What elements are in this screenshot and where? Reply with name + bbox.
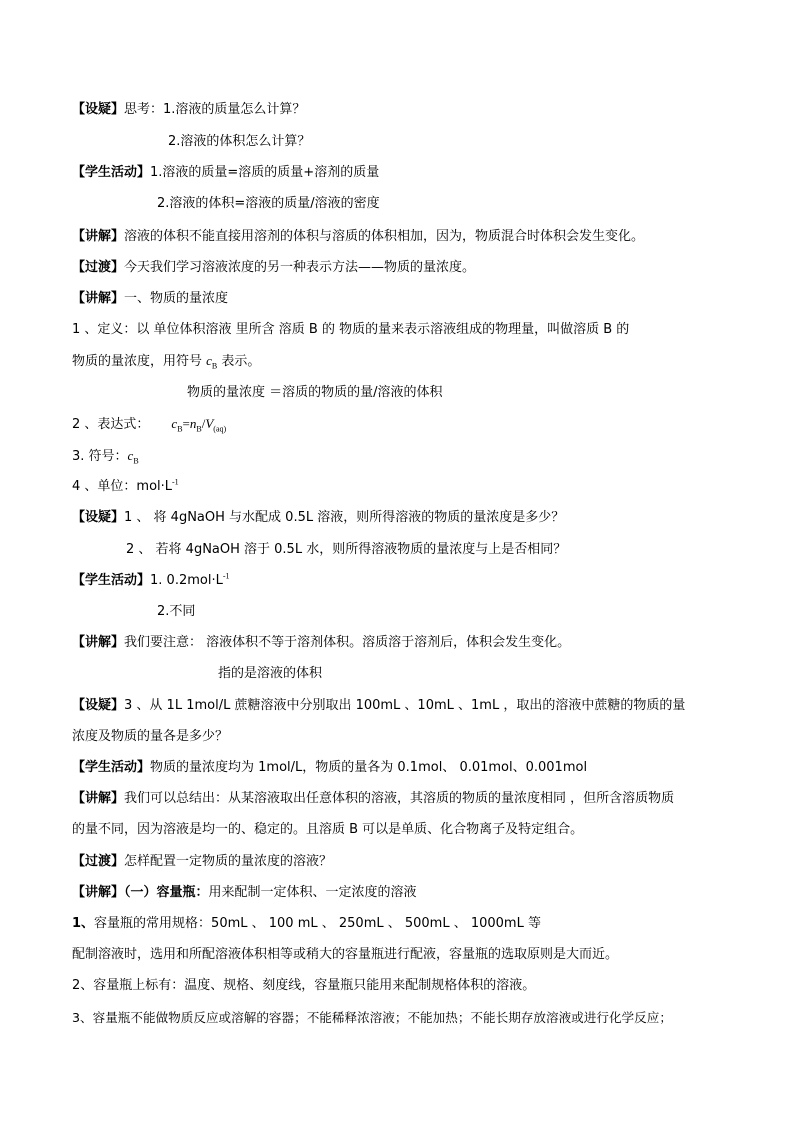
- line-text: 指的是溶液的体积: [218, 666, 323, 681]
- student-activity-line: [72, 163, 754, 183]
- definition-line: [72, 351, 754, 372]
- line-text: 物质的量浓度，用符号: [72, 354, 207, 369]
- explanation-line: [72, 633, 754, 653]
- line-text: 4 、单位：mol·L: [72, 479, 173, 494]
- symbol-c: c: [206, 353, 212, 368]
- symbol-n: n: [189, 416, 197, 431]
- section-tag: 【讲解】: [72, 791, 125, 806]
- line-text: 配制溶液时，选用和所配溶液体积相等或稍大的容量瓶进行配液，容量瓶的选取原则是大而近。: [72, 947, 619, 962]
- line-text: 怎样配置一定物质的量浓度的溶液？: [124, 854, 333, 869]
- line-text: 容量瓶的常用规格：50mL 、 100 mL 、 250mL 、 500mL 、 1000mL 等: [94, 916, 541, 931]
- student-activity-line: [72, 571, 754, 591]
- line-text: 1 、 将 4gNaOH 与水配成 0.5L 溶液，则所得溶液的物质的量浓度是多少？: [124, 510, 565, 525]
- explanation-line: [72, 883, 754, 903]
- line-text: 用来配制一定体积、一定浓度的溶液: [208, 885, 417, 900]
- section-tag: 【讲解】: [72, 229, 125, 244]
- line-text: 的量不同，因为溶液是均一的、稳定的。且溶质 B 可以是单质、化合物离子及特定组合。: [72, 822, 584, 837]
- line-text: 1 、定义：以 单位体积溶液 里所含 溶质 B 的 物质的量来表示溶液组成的物理量，叫做溶质 B 的: [72, 322, 630, 337]
- symbol-c: c: [127, 448, 134, 463]
- slash: /: [201, 416, 206, 431]
- line-text: 一、物质的量浓度: [124, 291, 229, 306]
- section-tag: 【设疑】: [72, 102, 125, 117]
- line-text: 物质的量浓度 ＝溶质的物质的量/溶液的体积: [187, 385, 443, 400]
- line-text: 2 、 若将 4gNaOH 溶于 0.5L 水，则所得溶液物质的量浓度与上是否相同？: [126, 542, 567, 557]
- symbol-subscript: B: [211, 361, 218, 371]
- section-tag: 【讲解】: [72, 291, 125, 306]
- line-text: 浓度及物质的量各是多少？: [72, 729, 229, 744]
- explanation-line: [72, 820, 754, 840]
- section-tag: 【讲解】: [72, 885, 125, 900]
- question-line: [72, 727, 754, 747]
- list-item: [72, 976, 754, 996]
- formula-line: [187, 383, 754, 403]
- line-text: 物质的量浓度均为 1mol/L，物质的量各为 0.1mol、 0.01mol、0.001mol: [150, 760, 588, 775]
- section-tag: 【学生活动】: [72, 573, 151, 588]
- question-line: [126, 540, 754, 560]
- explanation-line: [72, 227, 754, 247]
- line-text: 表示。: [217, 354, 261, 369]
- line-text: 1.溶液的质量=溶质的质量+溶剂的质量: [150, 165, 380, 180]
- line-text: 3 、从 1L 1mol/L 蔗糖溶液中分别取出 100mL 、10mL 、1mL ，取出的溶液中蔗糖的物质的量: [124, 698, 686, 713]
- section-tag: 【讲解】: [72, 635, 125, 650]
- line-text: 1. 0.2mol·L: [150, 573, 223, 588]
- student-activity-line: [72, 758, 754, 778]
- symbol-subscript: B: [196, 424, 202, 434]
- section-tag: 【过渡】: [72, 260, 125, 275]
- line-text: 思考：1.溶液的质量怎么计算？: [124, 102, 306, 117]
- section-tag: 【设疑】: [72, 510, 125, 525]
- expression-line: [72, 414, 754, 435]
- question-line: [168, 132, 754, 152]
- transition-line: [72, 852, 754, 872]
- superscript: -1: [172, 477, 179, 487]
- symbol-v: V: [205, 416, 214, 431]
- explanation-line: [72, 289, 754, 309]
- line-text: 我们要注意： 溶液体积不等于溶剂体积。溶质溶于溶剂后，体积会发生变化。: [124, 635, 571, 650]
- symbol-subscript: B: [177, 424, 183, 434]
- question-line: [72, 100, 754, 120]
- line-text: 今天我们学习溶液浓度的另一种表示方法——物质的量浓度。: [124, 260, 476, 275]
- subsection-heading: （一）容量瓶：: [124, 885, 209, 900]
- section-tag: 【学生活动】: [72, 760, 151, 775]
- list-item: [72, 1008, 754, 1028]
- symbol-subscript: (aq): [213, 424, 227, 434]
- section-tag: 【过渡】: [72, 854, 125, 869]
- list-number: 1、: [72, 916, 95, 931]
- list-item: [72, 914, 754, 934]
- line-text: 我们可以总结出：从某溶液取出任意体积的溶液，其溶质的物质的量浓度相同 ，但所含溶质物质: [124, 791, 675, 806]
- transition-line: [72, 258, 754, 278]
- explanation-line: [72, 789, 754, 809]
- line-text: 2、容量瓶上标有：温度、规格、刻度线，容量瓶只能用来配制规格体积的溶液。: [72, 978, 536, 993]
- line-text: 2.溶液的体积怎么计算？: [168, 134, 311, 149]
- line-text: 2.不同: [157, 604, 196, 619]
- explanation-line: [218, 664, 754, 684]
- section-tag: 【学生活动】: [72, 165, 151, 180]
- line-text: 3、容量瓶不能做物质反应或溶解的容器；不能稀释浓溶液；不能加热；不能长期存放溶液或进行化学反应；: [72, 1010, 672, 1025]
- question-line: [72, 508, 754, 528]
- section-tag: 【设疑】: [72, 698, 125, 713]
- definition-line: [72, 320, 754, 340]
- unit-line: [72, 477, 754, 497]
- line-text: 溶液的体积不能直接用溶剂的体积与溶质的体积相加，因为，物质混合时体积会发生变化。: [124, 229, 645, 244]
- line-text: 2 、表达式：: [72, 417, 150, 432]
- line-text: 3. 符号：: [72, 449, 128, 464]
- symbol-c: c: [171, 416, 178, 431]
- line-text: 2.溶液的体积=溶液的质量/溶液的密度: [157, 196, 380, 211]
- symbol-line: [72, 446, 754, 467]
- list-item: [72, 945, 754, 965]
- student-activity-line: [157, 194, 754, 214]
- question-line: [72, 696, 754, 716]
- equals-sign: =: [182, 416, 190, 431]
- superscript: -1: [222, 571, 230, 581]
- symbol-subscript: B: [133, 456, 139, 466]
- student-activity-line: [157, 602, 754, 622]
